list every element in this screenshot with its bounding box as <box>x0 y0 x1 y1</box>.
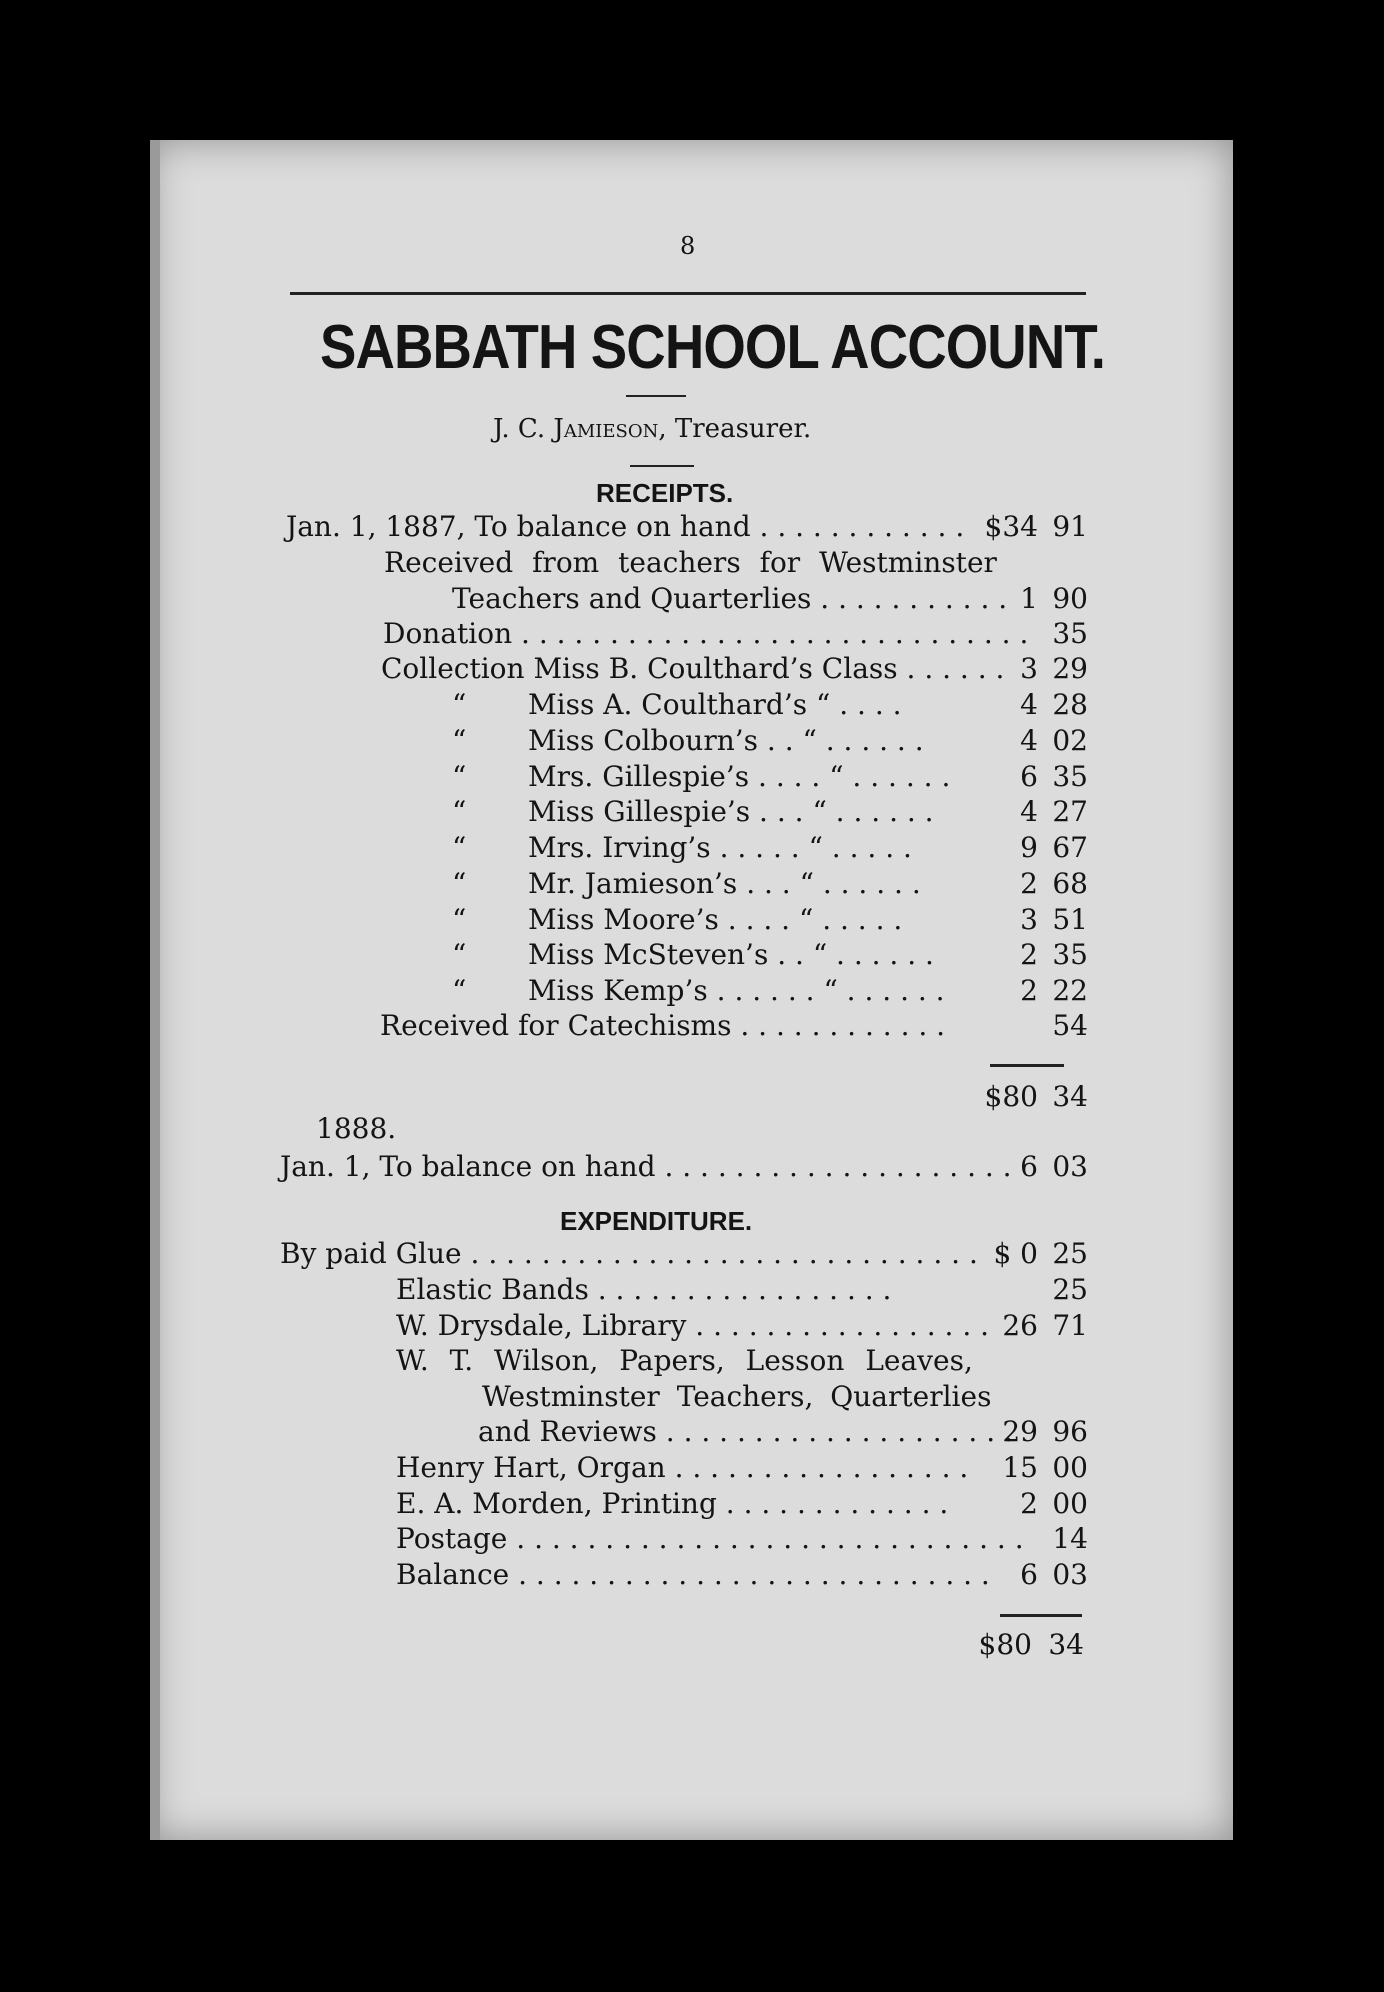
receipt-row-12-ditto: “ <box>452 938 467 971</box>
receipts-sum-rule <box>990 1064 1064 1067</box>
receipt-row-8-text: Miss Gillespie’s . . . “ . . . . . . <box>528 795 934 828</box>
receipt-row-13-ditto: “ <box>452 974 467 1007</box>
exp-row-6-text: Henry Hart, Organ . . . . . . . . . . . . . . . . . <box>396 1451 969 1484</box>
exp-row-1-cents: 25 <box>1052 1273 1088 1306</box>
exp-row-0-text: By paid Glue . . . . . . . . . . . . . . . . . . . . . . . . . . . . . <box>280 1237 978 1270</box>
receipt-row-9-text: Mrs. Irving’s . . . . . “ . . . . . <box>528 831 912 864</box>
receipt-row-2-text: Teachers and Quarterlies . . . . . . . . . . . <box>452 582 1008 615</box>
receipt-row-11-ditto: “ <box>452 903 467 936</box>
receipt-row-2-dollars: 1 <box>1020 582 1038 615</box>
balance-1888-text: Jan. 1, To balance on hand . . . . . . . . . . . . . . . . . . . . <box>280 1150 1012 1183</box>
receipt-row-14-cents: 54 <box>1052 1009 1088 1042</box>
expenditure-total-dollars: $80 <box>978 1628 1032 1661</box>
receipt-row-6-text: Miss Colbourn’s . . “ . . . . . . <box>528 724 924 757</box>
receipt-row-11-dollars: 3 <box>1020 903 1038 936</box>
exp-row-0-dollars: $ 0 <box>993 1237 1038 1270</box>
receipt-row-5-text: Miss A. Coulthard’s “ . . . . <box>528 688 902 721</box>
exp-row-6-cents: 00 <box>1052 1451 1088 1484</box>
receipt-row-0-text: Jan. 1, 1887, To balance on hand . . . . . . . . . . . . <box>286 510 965 543</box>
exp-row-0-cents: 25 <box>1052 1237 1088 1270</box>
exp-row-3-text: W. T. Wilson, Papers, Lesson Leaves, <box>396 1344 973 1377</box>
top-rule <box>290 292 1086 295</box>
receipt-row-0-dollars: $34 <box>984 510 1038 543</box>
exp-row-4-text: Westminster Teachers, Quarterlies <box>482 1380 992 1413</box>
treasurer-line <box>493 414 811 444</box>
receipt-row-4-text: Collection Miss B. Coulthard’s Class . . . . . . <box>381 652 1005 685</box>
treasurer-rule <box>630 465 694 467</box>
treasurer-role: Treasurer. <box>674 414 812 444</box>
exp-row-1-text: Elastic Bands . . . . . . . . . . . . . . . . . <box>396 1273 892 1306</box>
receipt-row-7-dollars: 6 <box>1020 760 1038 793</box>
receipt-row-10-cents: 68 <box>1052 867 1088 900</box>
receipt-row-10-text: Mr. Jamieson’s . . . “ . . . . . . <box>528 867 921 900</box>
receipt-row-10-dollars: 2 <box>1020 867 1038 900</box>
receipt-row-1-text: Received from teachers for Westminster <box>384 546 997 579</box>
exp-row-8-cents: 14 <box>1052 1522 1088 1555</box>
receipt-row-7-ditto: “ <box>452 760 467 793</box>
page-number: 8 <box>680 232 696 260</box>
expenditure-total-cents: 34 <box>1048 1628 1084 1661</box>
receipt-row-2-cents: 90 <box>1052 582 1088 615</box>
exp-row-2-dollars: 26 <box>1002 1309 1038 1342</box>
treasurer-name: J. C. Jamieson, <box>493 414 667 444</box>
receipt-row-9-ditto: “ <box>452 831 467 864</box>
receipt-row-11-text: Miss Moore’s . . . . “ . . . . . <box>528 903 903 936</box>
balance-1888-dollars: 6 <box>1020 1150 1038 1183</box>
exp-row-5-text: and Reviews . . . . . . . . . . . . . . . . . . . . <box>478 1415 1013 1448</box>
receipt-row-7-cents: 35 <box>1052 760 1088 793</box>
receipt-row-5-cents: 28 <box>1052 688 1088 721</box>
receipt-row-13-text: Miss Kemp’s . . . . . . “ . . . . . . <box>528 974 945 1007</box>
page-edge <box>150 140 160 1840</box>
exp-row-8-text: Postage . . . . . . . . . . . . . . . . . . . . . . . . . . . . . <box>396 1522 1024 1555</box>
receipts-heading: RECEIPTS. <box>596 478 734 508</box>
receipt-row-13-cents: 22 <box>1052 974 1088 1007</box>
receipt-row-11-cents: 51 <box>1052 903 1088 936</box>
receipt-row-8-ditto: “ <box>452 795 467 828</box>
exp-row-2-text: W. Drysdale, Library . . . . . . . . . . . . . . . . . <box>396 1309 990 1342</box>
receipt-row-3-text: Donation . . . . . . . . . . . . . . . . . . . . . . . . . . . . . <box>383 617 1029 650</box>
receipts-total-dollars: $80 <box>984 1080 1038 1113</box>
receipt-row-12-dollars: 2 <box>1020 938 1038 971</box>
receipt-row-4-dollars: 3 <box>1020 652 1038 685</box>
exp-row-6-dollars: 15 <box>1002 1451 1038 1484</box>
receipt-row-0-cents: 91 <box>1052 510 1088 543</box>
receipt-row-3-cents: 35 <box>1052 617 1088 650</box>
receipt-row-8-dollars: 4 <box>1020 795 1038 828</box>
exp-row-7-dollars: 2 <box>1020 1487 1038 1520</box>
expenditure-sum-rule <box>1000 1614 1082 1617</box>
receipt-row-6-dollars: 4 <box>1020 724 1038 757</box>
year-1888: 1888. <box>316 1112 397 1145</box>
exp-row-9-text: Balance . . . . . . . . . . . . . . . . . . . . . . . . . . . <box>396 1558 990 1591</box>
receipt-row-14-text: Received for Catechisms . . . . . . . . . . . . <box>380 1009 946 1042</box>
receipt-row-7-text: Mrs. Gillespie’s . . . . “ . . . . . . <box>528 760 951 793</box>
receipts-total-cents: 34 <box>1052 1080 1088 1113</box>
exp-row-2-cents: 71 <box>1052 1309 1088 1342</box>
receipt-row-6-cents: 02 <box>1052 724 1088 757</box>
receipt-row-12-cents: 35 <box>1052 938 1088 971</box>
expenditure-heading: EXPENDITURE. <box>560 1206 753 1236</box>
balance-1888-cents: 03 <box>1052 1150 1088 1183</box>
receipt-row-5-ditto: “ <box>452 688 467 721</box>
receipt-row-5-dollars: 4 <box>1020 688 1038 721</box>
receipt-row-6-ditto: “ <box>452 724 467 757</box>
receipt-row-13-dollars: 2 <box>1020 974 1038 1007</box>
receipt-row-9-dollars: 9 <box>1020 831 1038 864</box>
receipt-row-9-cents: 67 <box>1052 831 1088 864</box>
page-title: SABBATH SCHOOL ACCOUNT. <box>320 313 1106 382</box>
receipt-row-4-cents: 29 <box>1052 652 1088 685</box>
receipt-row-12-text: Miss McSteven’s . . “ . . . . . . <box>528 938 934 971</box>
exp-row-5-dollars: 29 <box>1002 1415 1038 1448</box>
exp-row-7-cents: 00 <box>1052 1487 1088 1520</box>
exp-row-7-text: E. A. Morden, Printing . . . . . . . . . . . . . <box>396 1487 949 1520</box>
receipt-row-10-ditto: “ <box>452 867 467 900</box>
receipt-row-8-cents: 27 <box>1052 795 1088 828</box>
exp-row-9-dollars: 6 <box>1020 1558 1038 1591</box>
exp-row-5-cents: 96 <box>1052 1415 1088 1448</box>
title-rule <box>626 395 686 397</box>
exp-row-9-cents: 03 <box>1052 1558 1088 1591</box>
